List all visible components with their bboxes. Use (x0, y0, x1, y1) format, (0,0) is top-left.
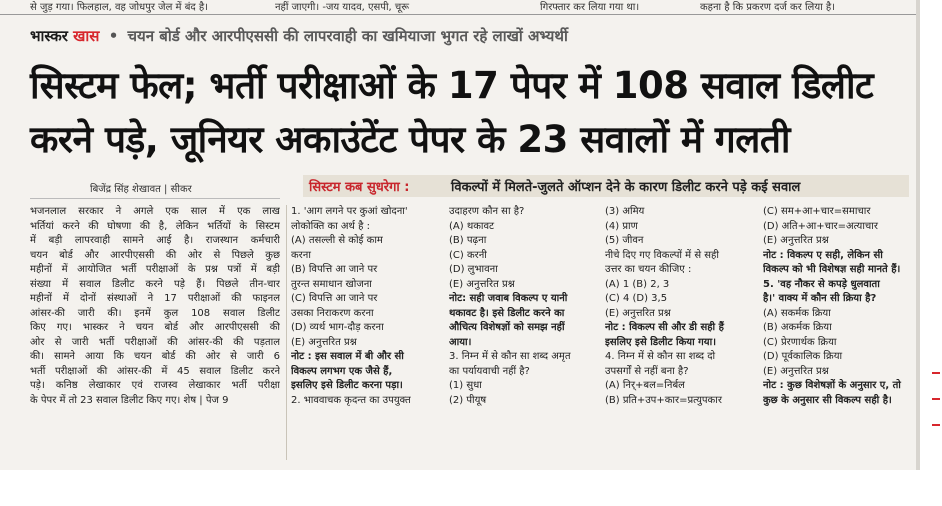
lead-line: ओर से जारी भर्ती परीक्षाओं की आंसर-की की पड़ताल (30, 336, 280, 348)
note-line: विकल्प लगभग एक जैसे हैं, (291, 365, 393, 377)
subhead-answer: विकल्पों में मिलते-जुलते ऑप्शन देने के कारण डिलीट करने पड़े कई सवाल (451, 180, 801, 195)
option-line: (1) सुधा (449, 380, 482, 391)
strip-text-3: गिरफ्तार कर लिया गया था। (540, 2, 640, 13)
kicker-bullet: • (108, 27, 119, 45)
note-line: थकावट है। इसे डिलीट करने का (449, 307, 565, 319)
headline-line-2: करने पड़े, जूनियर अकाउंटेंट पेपर के 23 सवालों में गलती (30, 118, 791, 161)
strip-text-2: नहीं जाएगी। -जय यादव, एसपी, चूरू (275, 2, 410, 13)
lead-line: भर्तियां करने की घोषणा की है, लेकिन भर्तियों के सिस्टम (30, 220, 280, 232)
brand-special: खास (73, 27, 100, 45)
strip-text-1: से जुड़ गया। फिलहाल, वह जोधपुर जेल में बंद है। (30, 2, 208, 13)
lead-line: किए गए। भास्कर ने चयन बोर्ड और आरपीएससी की (30, 322, 280, 333)
question-line: 4. निम्न में से कौन सा शब्द दो (605, 351, 716, 362)
option-line: (A) निर्+बल=निर्बल (605, 380, 685, 391)
option-line: (2) पीयूष (449, 394, 487, 406)
note-line: औचित्य विशेषज्ञों को समझ नहीं (449, 322, 565, 333)
brand-name: भास्कर (30, 27, 68, 45)
lead-line: भर्ती परीक्षाओं की आंसर-की में 45 सवाल डिलीट करने (30, 365, 280, 377)
option-line: करना (291, 249, 311, 261)
strip-text-4: कहना है कि प्रकरण दर्ज कर लिया है। (700, 2, 836, 13)
question-line: लोकोक्ति का अर्थ है : (291, 220, 370, 232)
subhead-question: सिस्टम कब सुधरेगा : (309, 180, 410, 195)
note-line: इसलिए इसे डिलीट किया गया। (605, 336, 716, 348)
option-line: (E) अनुत्तरित प्रश्न (605, 307, 671, 319)
option-line: (A) सकर्मक क्रिया (763, 307, 831, 319)
question-line: उपसर्गों से नहीं बना है? (605, 365, 689, 377)
option-line: (5) जीवन (605, 235, 644, 246)
question-line: 5. 'वह नौकर से कपड़े धुलवाता (763, 278, 880, 290)
lead-article (30, 205, 280, 408)
lead-line: में बड़ी लापरवाही सामने आई है। राजस्थान कर्मचारी (30, 235, 280, 246)
lead-line: महीनों में आयोजित भर्ती परीक्षाओं के प्रश्न पत्रों में बड़ी (30, 264, 280, 275)
option-line: (E) अनुत्तरित प्रश्न (449, 278, 515, 290)
adjacent-page-red-mark (932, 372, 940, 374)
question-line: है।' वाक्य में कौन सी क्रिया है? (763, 293, 877, 304)
lead-line: पड़े। कनिष्ठ लेखाकार एवं राजस्व लेखाकार भर्ती परीक्षा (30, 380, 280, 391)
kicker-text: चयन बोर्ड और आरपीएससी की लापरवाही का खमियाजा भुगत रहे लाखों अभ्यर्थी (127, 27, 568, 45)
option-line: उसका निराकरण करना (291, 307, 374, 319)
column-divider (286, 205, 287, 460)
note-line: इसलिए इसे डिलीट करना पड़ा। (291, 380, 403, 391)
option-line: तुरन्त समाधान खोजना (291, 278, 372, 290)
option-line: (4) प्राण (605, 220, 638, 232)
lead-line: भजनलाल सरकार ने अगले एक साल में एक लाख (30, 206, 280, 217)
question-column-2 (449, 205, 599, 408)
option-line: (A) तसल्ली से कोई काम (291, 235, 383, 246)
note-line: नोट: सही जवाब विकल्प ए यानी (449, 293, 568, 304)
question-column-3 (605, 205, 757, 408)
lead-line: चयन बोर्ड और आरपीएससी की ओर से पिछले कुछ (30, 249, 280, 261)
option-line: (D) अति+आ+चार=अत्याचार (763, 220, 878, 232)
option-line: (C) प्रेरणार्थक क्रिया (763, 336, 837, 348)
option-line: (C) सम+आ+चार=समाचार (763, 206, 871, 217)
note-line: आया। (449, 336, 472, 348)
lead-line: के पेपर में तो 23 सवाल डिलीट किए गए। शेष | पेज 9 (30, 394, 229, 406)
question-line: नीचे दिए गए विकल्पों में से सही (605, 249, 719, 261)
note-line: नोट : इस सवाल में बी और सी (291, 351, 404, 362)
option-line: (A) 1 (B) 2, 3 (605, 278, 670, 290)
option-line: (A) थकावट (449, 220, 495, 232)
question-line: उत्तर का चयन कीजिए : (605, 264, 692, 275)
option-line: (B) विपत्ति आ जाने पर (291, 264, 378, 275)
adjacent-page-red-mark (932, 398, 940, 400)
question-column-4 (763, 205, 913, 408)
option-line: (E) अनुत्तरित प्रश्न (763, 235, 829, 246)
lead-line: की। सामने आया कि चयन बोर्ड की ओर से जारी 6 (30, 351, 280, 362)
adjacent-page-red-mark (932, 424, 940, 426)
option-line: (C) करनी (449, 249, 487, 261)
option-line: (3) अमिय (605, 206, 645, 217)
question-line: का पर्यायवाची नहीं है? (449, 365, 530, 377)
page-fold-shadow (916, 0, 920, 470)
note-line: विकल्प को भी विशेषज्ञ सही मानते हैं। (763, 264, 901, 275)
option-line: (D) लुभावना (449, 264, 498, 275)
question-line: 3. निम्न में से कौन सा शब्द अमृत (449, 351, 571, 362)
option-line: (E) अनुत्तरित प्रश्न (763, 365, 829, 377)
note-line: नोट : विकल्प सी और डी सही हैं (605, 322, 724, 333)
option-line: (B) पढ़ना (449, 235, 487, 246)
note-line: नोट : कुछ विशेषज्ञों के अनुसार ए, तो (763, 380, 901, 391)
note-line: नोट : विकल्प ए सही, लेकिन सी (763, 249, 883, 261)
lead-line: महीनों में दोनों संस्थाओं ने 17 परीक्षाओं की फाइनल (30, 293, 280, 304)
option-line: (B) प्रति+उप+कार=प्रत्युपकार (605, 394, 722, 406)
previous-story-strip (0, 0, 916, 15)
subhead-bar (303, 175, 909, 197)
lead-line: संख्या में सवाल डिलीट करने पड़े हैं। पिछले तीन-चार (30, 278, 280, 290)
byline: बिजेंद्र सिंह शेखावत | सीकर (90, 184, 192, 195)
question-line: उदाहरण कौन सा है? (449, 206, 525, 217)
option-line: (D) व्यर्थ भाग-दौड़ करना (291, 322, 384, 333)
option-line: (C) 4 (D) 3,5 (605, 293, 668, 304)
headline-line-1: सिस्टम फेल; भर्ती परीक्षाओं के 17 पेपर में 108 सवाल डिलीट (30, 64, 874, 107)
lead-line: आंसर-की जारी की। इनमें कुल 108 सवाल डिलीट (30, 307, 280, 319)
option-line: (D) पूर्वकालिक क्रिया (763, 351, 843, 362)
option-line: (C) विपत्ति आ जाने पर (291, 293, 378, 304)
question-line: 2. भाववाचक कृदन्त का उपयुक्त (291, 394, 411, 406)
note-line: कुछ के अनुसार सी विकल्प सही है। (763, 394, 892, 406)
option-line: (E) अनुत्तरित प्रश्न (291, 336, 357, 348)
question-line: 1. 'आग लगने पर कुआं खोदना' (291, 206, 408, 217)
option-line: (B) अकर्मक क्रिया (763, 322, 832, 333)
kicker (30, 26, 568, 46)
question-column-1 (291, 205, 443, 408)
